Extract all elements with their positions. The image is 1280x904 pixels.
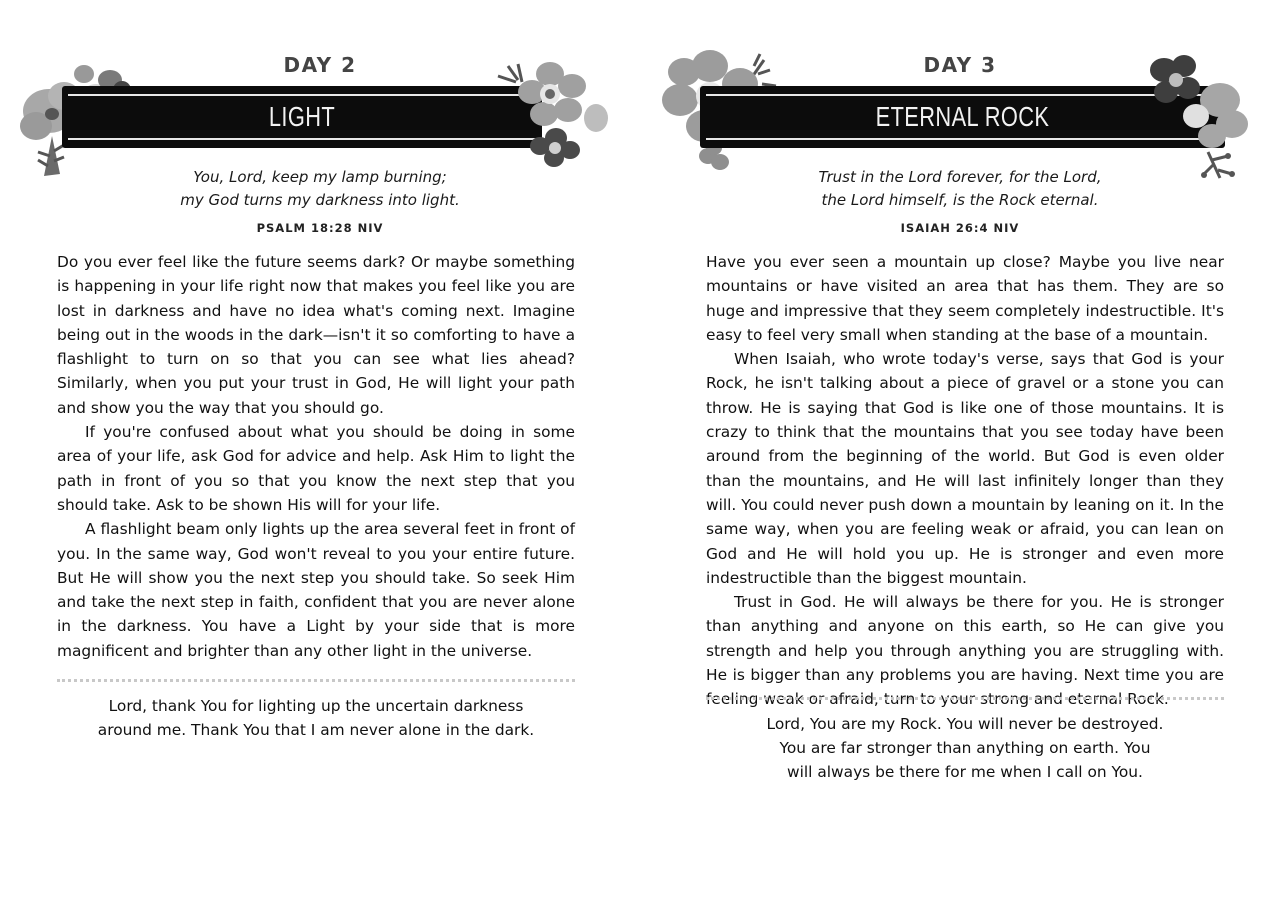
scripture-reference: PSALM 18:28 NIV: [256, 221, 384, 235]
verse-line: Trust in the Lord forever, for the Lord,: [818, 168, 1102, 186]
page-title: LIGHT: [268, 101, 336, 132]
scripture-verse: [0, 166, 640, 212]
paragraph: Do you ever feel like the future seems dark? Or maybe something is happening in your life right now that makes you feel like you are lost in darkness and have no idea what's coming next. Imagine being out in the woods in the dark—isn't it so comforting to have a flashlight to turn on so that you can see what lies ahead? Similarly, when you put your trust in God, He will light your path and show you the way that you should go.: [57, 253, 575, 417]
flower-cluster-right-icon: [488, 56, 613, 171]
paragraph: If you're confused about what you should be doing in some area of your life, ask God for advice and help. Ask Him to light the path in front of you so that you know the next step that you should take. Ask to be shown His will for your life.: [57, 423, 575, 514]
verse-line: You, Lord, keep my lamp burning;: [193, 168, 447, 186]
devotional-body: [57, 250, 575, 663]
dotted-divider: [57, 679, 575, 682]
day-label: DAY 2: [283, 53, 357, 77]
paragraph: A flashlight beam only lights up the area several feet in front of you. In the same way, God won't reveal to you your entire future. But He will show you the next step you should take. So seek Him and take the next step in faith, confident that you are never alone in the darkness. You have a Light by your side that is more magnificent and brighter than any other light in the universe.: [57, 520, 575, 660]
scripture-verse: [640, 166, 1280, 212]
page-title: ETERNAL ROCK: [875, 101, 1050, 132]
prayer-line: will always be there for me when I call on You.: [787, 763, 1143, 781]
verse-line: my God turns my darkness into light.: [180, 191, 460, 209]
prayer-line: Lord, thank You for lighting up the uncertain darkness: [108, 697, 524, 715]
paragraph: Trust in God. He will always be there for you. He is stronger than anything and anyone on this earth, so He can give you strength and help you through anything you are struggling with. He is bigger than any problems you are having. Next time you are feeling weak or afraid, turn to your strong and eternal Rock.: [706, 593, 1224, 709]
verse-line: the Lord himself, is the Rock eternal.: [821, 191, 1099, 209]
prayer: [706, 712, 1224, 784]
prayer-line: Lord, You are my Rock. You will never be destroyed.: [766, 715, 1164, 733]
day-label: DAY 3: [923, 53, 997, 77]
scripture-reference: ISAIAH 26:4 NIV: [900, 221, 1020, 235]
dotted-divider: [706, 697, 1224, 700]
prayer-line: around me. Thank You that I am never alone in the dark.: [97, 721, 535, 739]
paragraph: Have you ever seen a mountain up close? Maybe you live near mountains or have visited an area that has them. They are so huge and impressive that they seem completely indestructible. It's easy to feel very small when standing at the base of a mountain.: [706, 253, 1224, 344]
title-banner: [62, 86, 542, 148]
prayer: [57, 694, 575, 742]
paragraph: When Isaiah, who wrote today's verse, says that God is your Rock, he isn't talking about a piece of gravel or a stone you can throw. He is saying that God is like one of those mountains. It is crazy to think that the mountains that you see today have been around from the beginning of the world. But God is even older than the mountains, and He will last infinitely longer than they will. You could never push down a mountain by leaning on it. In the same way, when you are feeling weak or afraid, you can lean on God and He will hold you up. He is stronger and even more indestructible than the biggest mountain.: [706, 350, 1224, 587]
prayer-line: You are far stronger than anything on earth. You: [779, 739, 1151, 757]
devotional-body: [706, 250, 1224, 712]
page-day-3: [640, 0, 1280, 904]
